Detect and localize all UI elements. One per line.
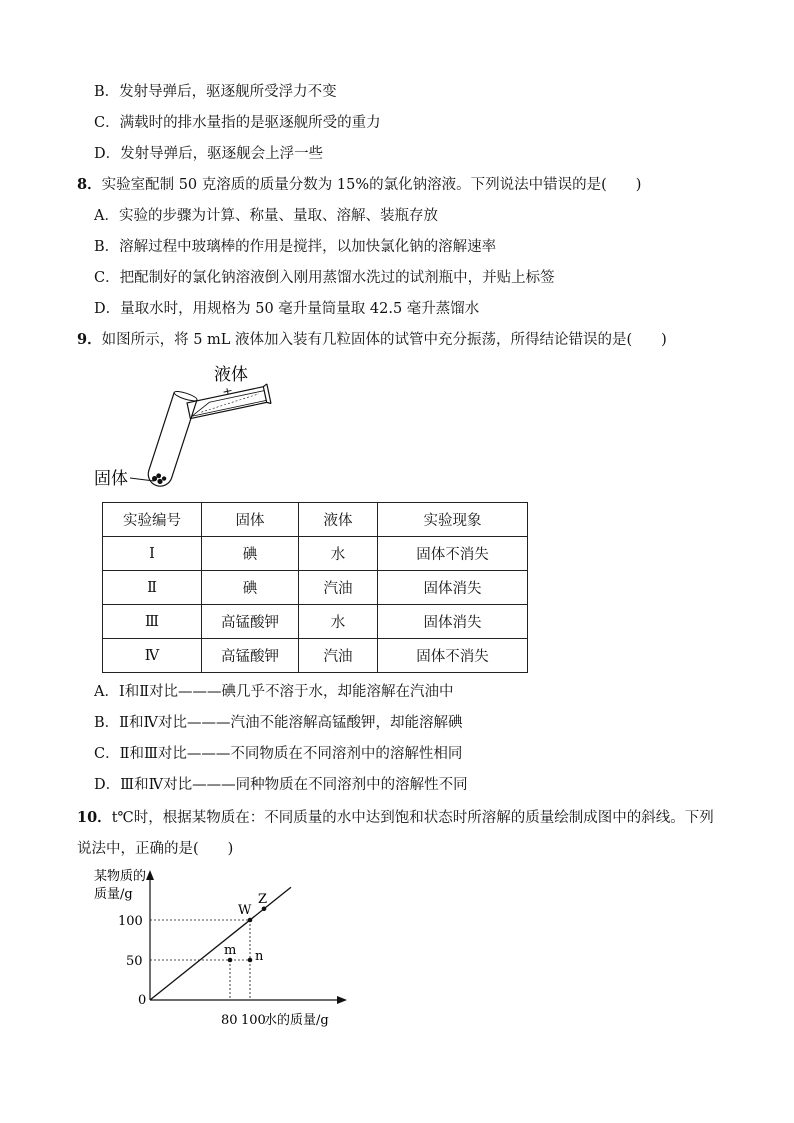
header-phenomenon: 实验现象 — [378, 503, 528, 537]
table-cell: 碘 — [202, 537, 299, 571]
q8-stem — [77, 175, 641, 195]
table-cell: 高锰酸钾 — [202, 605, 299, 639]
chart-x-axis-arrow — [337, 996, 347, 1004]
q9-option-b: B．Ⅱ和Ⅳ对比———汽油不能溶解高锰酸钾，却能溶解碘 — [94, 715, 463, 731]
point-label-n: n — [255, 949, 264, 964]
header-solid: 固体 — [202, 503, 299, 537]
table-cell: Ⅳ — [103, 639, 202, 673]
test-tube — [145, 390, 198, 490]
figure-label-liquid: 液体 — [214, 365, 248, 385]
point-label-W: W — [238, 903, 252, 918]
table-cell: Ⅰ — [103, 537, 202, 571]
q9-experiment-table — [102, 502, 528, 673]
table-cell: 固体消失 — [378, 571, 528, 605]
table-row — [103, 639, 528, 673]
q9-option-d: D．Ⅲ和Ⅳ对比———同种物质在不同溶剂中的溶解性不同 — [94, 777, 468, 793]
table-row — [103, 571, 528, 605]
q7-option-d: D．发射导弹后，驱逐舰会上浮一些 — [94, 146, 324, 162]
q10-stem-text-1: t℃时，根据某物质在：不同质量的水中达到饱和状态时所溶解的质量绘制成图中的斜线。下列 — [111, 810, 714, 826]
chart-y-axis-arrow — [146, 870, 154, 880]
header-experiment-no: 实验编号 — [103, 503, 202, 537]
chart-tick-labels — [118, 914, 266, 1028]
q9-option-a: A．Ⅰ和Ⅱ对比———碘几乎不溶于水，却能溶解在汽油中 — [94, 684, 454, 700]
table-cell: Ⅱ — [103, 571, 202, 605]
chart-xlabel: 水的质量/g — [264, 1013, 329, 1028]
y-tick-label: 100 — [118, 914, 143, 929]
q9-option-c: C．Ⅱ和Ⅲ对比———不同物质在不同溶剂中的溶解性相同 — [94, 746, 463, 762]
point-W — [248, 918, 253, 923]
table-cell: 水 — [299, 605, 378, 639]
table-cell: 水 — [299, 537, 378, 571]
q7-option-c: C．满载时的排水量指的是驱逐舰所受的重力 — [94, 115, 381, 131]
q10-number: 10． — [77, 809, 112, 826]
x-tick-label: 100 — [241, 1013, 266, 1028]
q8-number: 8． — [77, 176, 102, 193]
chart-points — [224, 892, 267, 964]
q8-option-d: D．量取水时，用规格为 50 毫升量筒量取 42.5 毫升蒸馏水 — [94, 301, 480, 317]
q9-apparatus-figure — [90, 358, 290, 498]
point-label-Z: Z — [258, 891, 268, 907]
table-header-row — [103, 503, 528, 537]
chart-origin-label: 0 — [138, 993, 147, 1008]
chart-series-line — [150, 887, 291, 1000]
q10-solubility-chart — [90, 862, 350, 1032]
point-label-m: m — [224, 943, 237, 958]
q7-option-b: B．发射导弹后，驱逐舰所受浮力不变 — [94, 84, 337, 100]
pouring-tube — [186, 380, 271, 421]
solid-pointer — [130, 478, 154, 481]
table-cell: 碘 — [202, 571, 299, 605]
table-cell: 汽油 — [299, 639, 378, 673]
header-liquid: 液体 — [299, 503, 378, 537]
q9-number: 9． — [77, 331, 102, 348]
table-row — [103, 537, 528, 571]
point-n — [248, 958, 253, 963]
q8-option-a: A．实验的步骤为计算、称量、量取、溶解、装瓶存放 — [94, 208, 438, 224]
q8-option-c: C．把配制好的氯化钠溶液倒入刚用蒸馏水洗过的试剂瓶中，并贴上标签 — [94, 270, 555, 286]
q8-stem-text: 实验室配制 50 克溶质的质量分数为 15%的氯化钠溶液。下列说法中错误的是( ) — [101, 177, 642, 193]
table-row — [103, 605, 528, 639]
point-m — [228, 958, 233, 963]
q10-stem-line1 — [77, 808, 714, 828]
table-cell: 固体消失 — [378, 605, 528, 639]
table-cell: 汽油 — [299, 571, 378, 605]
chart-ylabel-line2: 质量/g — [94, 887, 133, 902]
table-cell: Ⅲ — [103, 605, 202, 639]
y-tick-label: 50 — [126, 954, 143, 969]
chart-ylabel-line1: 某物质的 — [94, 869, 147, 884]
table-cell: 固体不消失 — [378, 639, 528, 673]
q9-stem-text: 如图所示，将 5 mL 液体加入装有几粒固体的试管中充分振荡，所得结论错误的是( ) — [101, 332, 667, 348]
figure-label-solid: 固体 — [94, 469, 128, 489]
table-cell: 高锰酸钾 — [202, 639, 299, 673]
q8-option-b: B．溶解过程中玻璃棒的作用是搅拌，以加快氯化钠的溶解速率 — [94, 239, 497, 255]
q9-stem — [77, 330, 667, 350]
point-Z — [262, 907, 267, 912]
x-tick-label: 80 — [221, 1013, 238, 1028]
table-cell: 固体不消失 — [378, 537, 528, 571]
q10-stem-line2: 说法中，正确的是( ) — [77, 841, 234, 857]
